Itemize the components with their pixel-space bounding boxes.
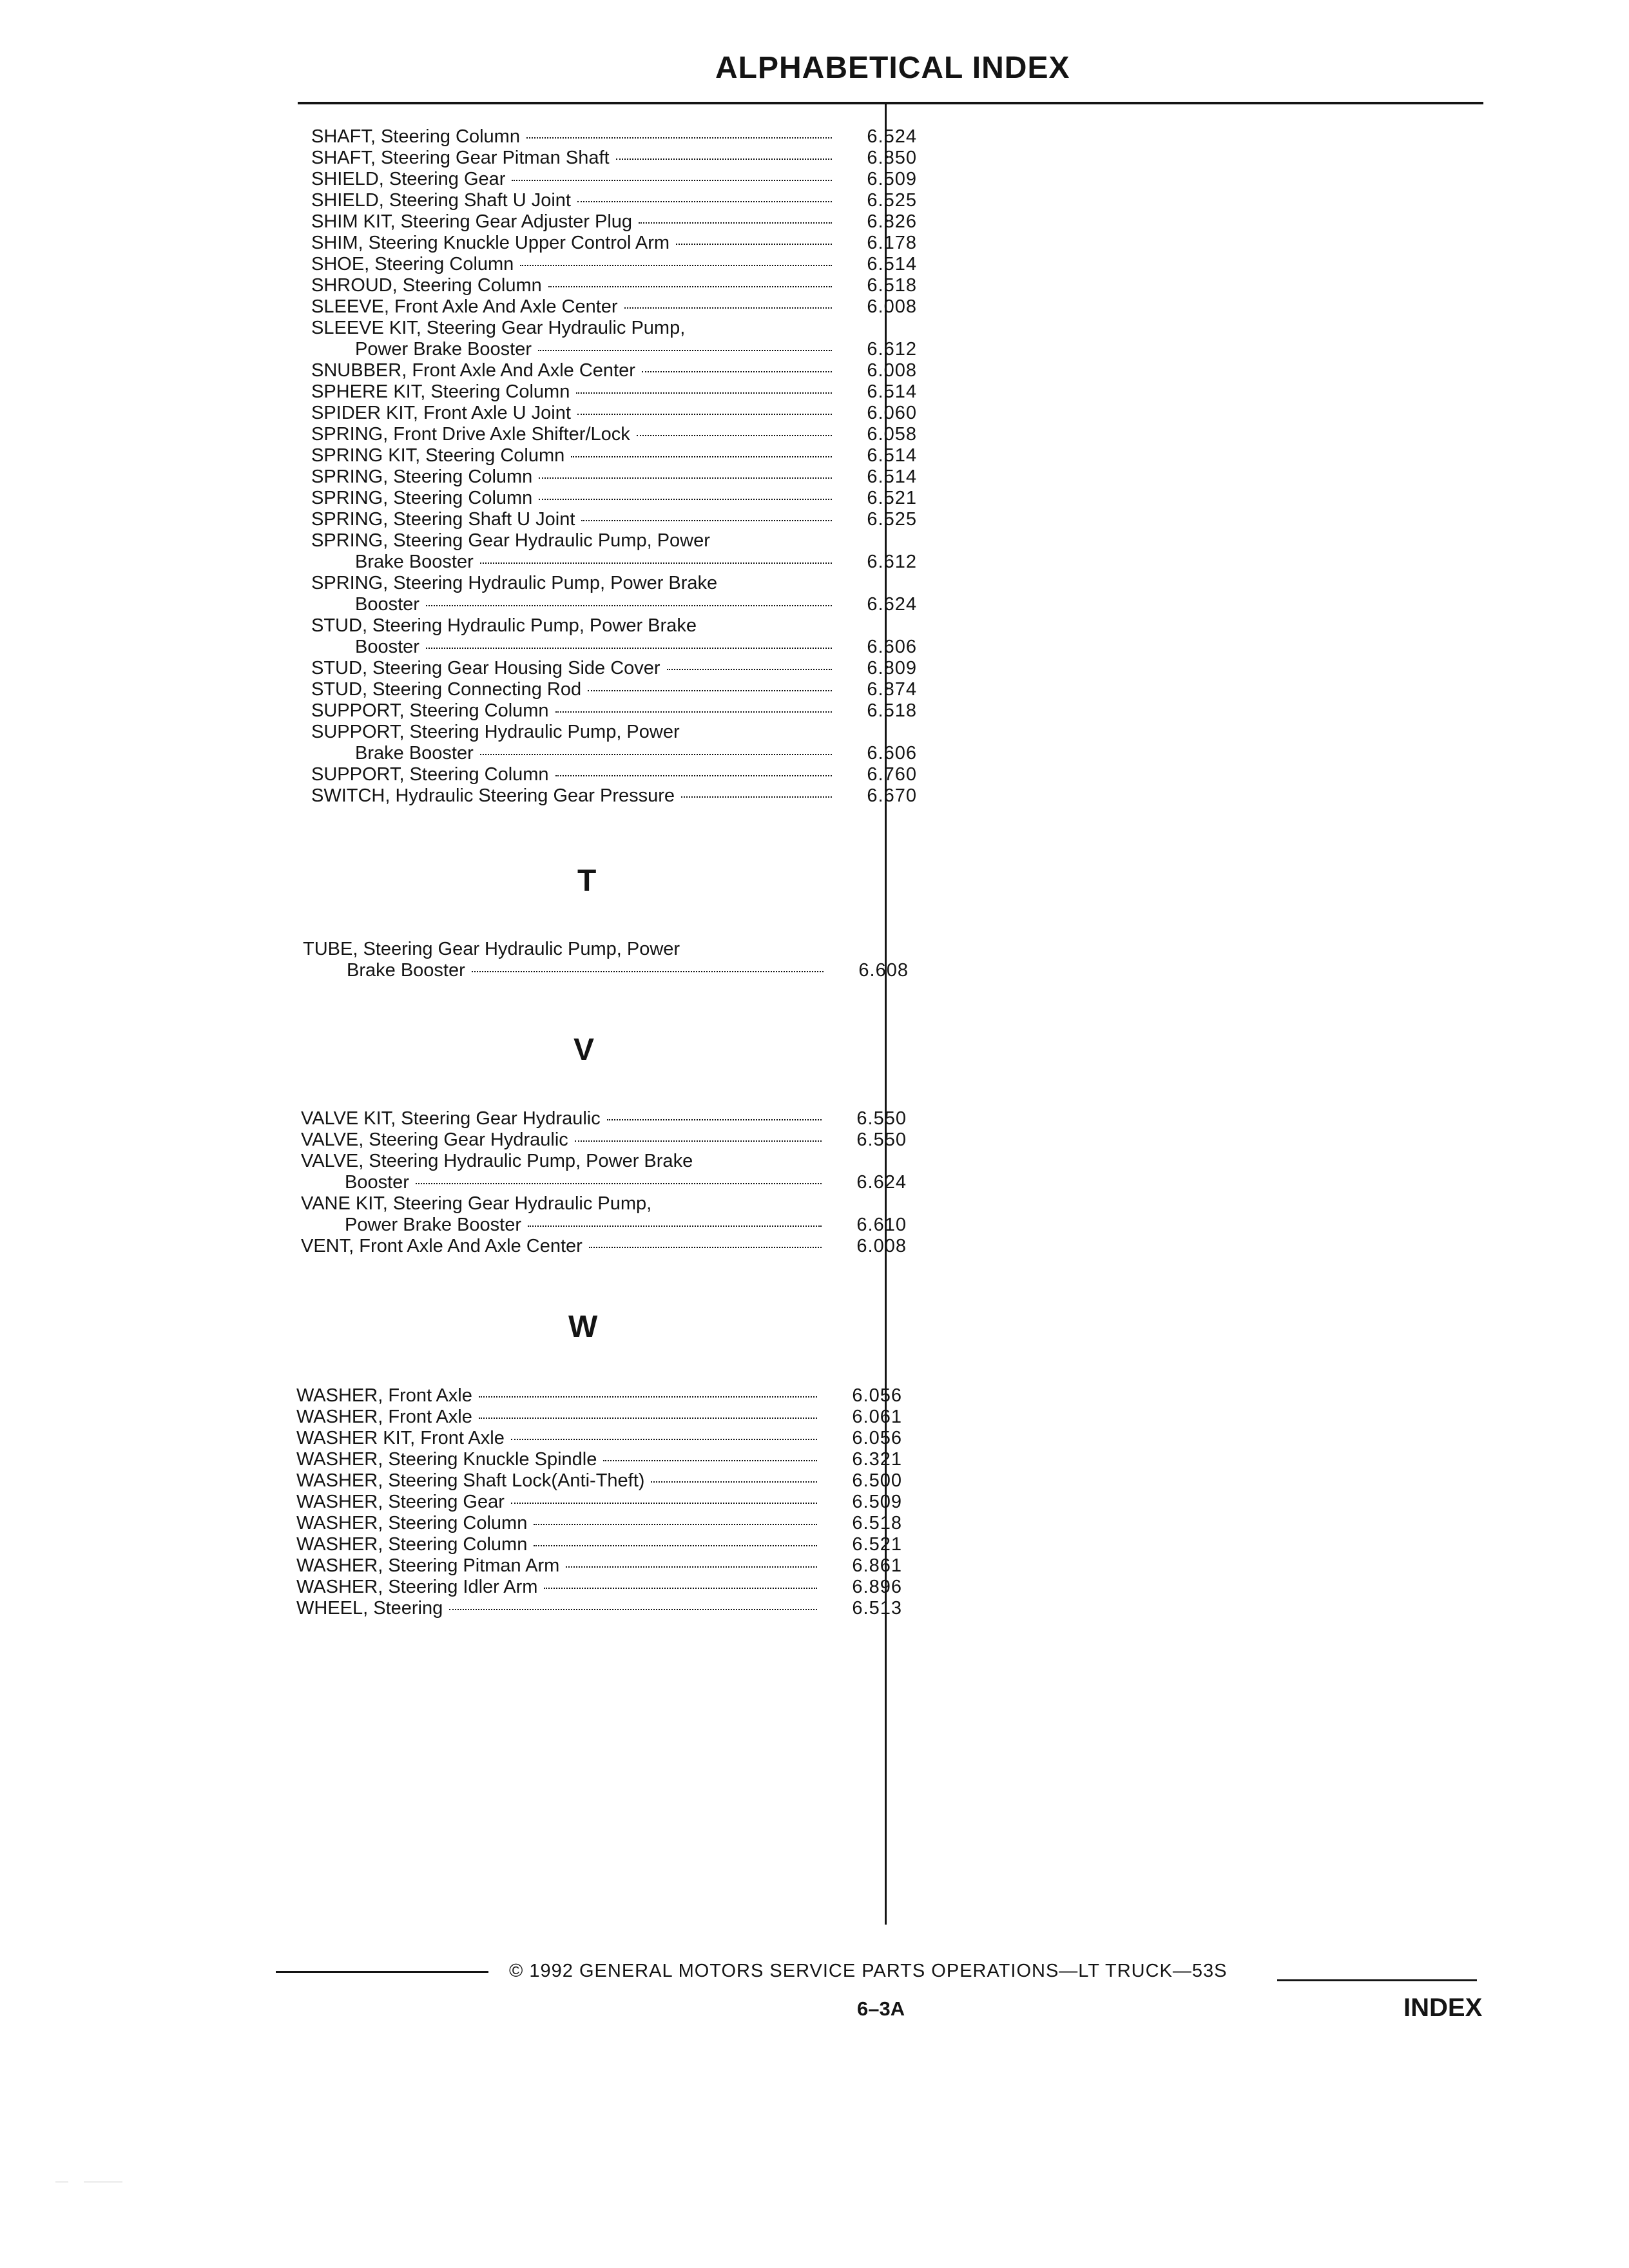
header-rule <box>298 102 1483 104</box>
index-entry <box>296 1555 902 1577</box>
entry-name <box>311 445 840 466</box>
entry-row <box>301 1172 907 1193</box>
footer-rule-right <box>1277 1979 1477 1981</box>
dot-leader <box>426 605 832 606</box>
index-entry <box>303 939 909 981</box>
entry-page-ref: 6.606 <box>867 637 917 657</box>
entry-row <box>311 594 917 615</box>
entry-text-line: SPRING KIT, Steering Column <box>311 445 565 466</box>
index-entry <box>301 1129 907 1151</box>
index-entry <box>311 275 917 296</box>
entry-row <box>311 403 917 424</box>
entry-row <box>296 1492 902 1513</box>
entry-page-ref: 6.514 <box>867 445 917 466</box>
entry-name <box>355 552 840 573</box>
index-entry <box>311 148 917 169</box>
entry-row <box>311 658 917 679</box>
dot-leader <box>472 971 824 972</box>
entry-page-ref: 6.861 <box>852 1555 902 1576</box>
index-entry <box>311 254 917 275</box>
entry-row <box>311 148 917 169</box>
entry-row <box>296 1385 902 1407</box>
dot-leader <box>511 1439 817 1440</box>
entry-text-line: Booster <box>355 637 419 657</box>
entry-row <box>296 1577 902 1598</box>
dot-leader <box>534 1545 817 1546</box>
dot-leader <box>538 350 832 351</box>
entry-name <box>311 211 840 233</box>
index-entry <box>311 615 917 658</box>
index-entry <box>296 1449 902 1470</box>
index-entry <box>311 318 917 360</box>
dot-leader <box>589 1247 822 1248</box>
dot-leader <box>512 180 832 181</box>
entry-name <box>296 1534 825 1555</box>
index-entry <box>311 381 917 403</box>
index-entry <box>301 1236 907 1257</box>
dot-leader <box>576 392 832 394</box>
entry-text-line: SPHERE KIT, Steering Column <box>311 381 570 402</box>
entry-text-line: WASHER, Front Axle <box>296 1407 472 1427</box>
dot-leader <box>681 796 832 798</box>
entry-row <box>296 1513 902 1534</box>
entry-text-line: SPRING, Steering Column <box>311 488 533 508</box>
entry-text-line: VENT, Front Axle And Axle Center <box>301 1236 583 1256</box>
entry-page-ref: 6.061 <box>852 1407 902 1427</box>
entry-row <box>311 445 917 466</box>
entry-page-ref: 6.874 <box>867 679 917 700</box>
dot-leader <box>607 1119 822 1120</box>
footer-page-number: 6–3A <box>857 1997 905 2020</box>
index-entry <box>311 466 917 488</box>
dot-leader <box>479 1396 817 1398</box>
entry-name <box>345 1215 829 1236</box>
entry-row <box>311 488 917 509</box>
entry-name <box>311 785 840 807</box>
index-section-t <box>303 939 909 981</box>
entry-name <box>355 339 840 360</box>
entry-text-line: WASHER, Steering Knuckle Spindle <box>296 1449 597 1470</box>
dot-leader <box>566 1566 817 1568</box>
entry-text-line: SHIM KIT, Steering Gear Adjuster Plug <box>311 211 633 232</box>
entry-page-ref: 6.514 <box>867 254 917 274</box>
entry-row <box>311 360 917 381</box>
entry-row <box>311 211 917 233</box>
entry-row <box>311 466 917 488</box>
entry-text-line: SPRING, Steering Column <box>311 466 533 487</box>
index-entry <box>311 424 917 445</box>
entry-page-ref: 6.521 <box>852 1534 902 1555</box>
entry-name <box>311 275 840 296</box>
entry-text-line: TUBE, Steering Gear Hydraulic Pump, Power <box>303 939 680 959</box>
entry-text-line: Booster <box>355 594 419 615</box>
entry-page-ref: 6.525 <box>867 509 917 530</box>
index-entry <box>311 509 917 530</box>
dot-leader <box>534 1524 817 1525</box>
entry-row <box>311 339 917 360</box>
dot-leader <box>555 711 832 713</box>
entry-page-ref: 6.518 <box>867 275 917 296</box>
index-entry <box>296 1534 902 1555</box>
entry-row <box>311 552 917 573</box>
entry-name <box>311 658 840 679</box>
entry-row <box>311 509 917 530</box>
entry-name <box>301 1108 829 1129</box>
index-entry <box>296 1513 902 1534</box>
dot-leader <box>577 201 832 202</box>
index-entry <box>311 445 917 466</box>
index-entry <box>301 1193 907 1236</box>
entry-page-ref: 6.670 <box>867 785 917 806</box>
dot-leader <box>581 520 832 521</box>
entry-text-line: VALVE KIT, Steering Gear Hydraulic <box>301 1108 601 1129</box>
dot-leader <box>624 307 832 309</box>
entry-name <box>311 466 840 488</box>
entry-page-ref: 6.513 <box>852 1598 902 1619</box>
entry-name <box>311 488 840 509</box>
section-letter-v: V <box>574 1033 595 1067</box>
entry-text-line: Booster <box>345 1172 409 1193</box>
dot-leader <box>480 562 832 564</box>
entry-text-line: SLEEVE KIT, Steering Gear Hydraulic Pump, <box>311 318 686 338</box>
dot-leader <box>449 1609 817 1610</box>
entry-text-line: SPRING, Front Drive Axle Shifter/Lock <box>311 424 630 445</box>
entry-row <box>301 1108 907 1129</box>
dot-leader <box>588 690 832 691</box>
index-entry <box>311 360 917 381</box>
footer-copyright: © 1992 GENERAL MOTORS SERVICE PARTS OPERATIONS—LT TRUCK—53S <box>509 1961 1228 1981</box>
index-entry <box>296 1385 902 1407</box>
dot-leader <box>616 159 832 160</box>
entry-name <box>296 1492 825 1513</box>
entry-page-ref: 6.550 <box>856 1108 907 1129</box>
entry-name <box>296 1470 825 1492</box>
index-entry <box>296 1428 902 1449</box>
entry-row <box>311 637 917 658</box>
entry-page-ref: 6.550 <box>856 1129 907 1150</box>
dot-leader <box>571 456 832 457</box>
entry-page-ref: 6.850 <box>867 148 917 168</box>
entry-page-ref: 6.896 <box>852 1577 902 1597</box>
entry-page-ref: 6.624 <box>856 1172 907 1193</box>
entry-page-ref: 6.500 <box>852 1470 902 1491</box>
entry-text-line: WASHER, Steering Shaft Lock(Anti-Theft) <box>296 1470 645 1491</box>
dot-leader <box>520 265 832 266</box>
entry-page-ref: 6.608 <box>858 960 909 981</box>
entry-row <box>296 1449 902 1470</box>
dot-leader <box>575 1140 822 1142</box>
entry-name <box>355 743 840 764</box>
entry-text-line: SHROUD, Steering Column <box>311 275 542 296</box>
entry-name <box>311 233 840 254</box>
index-entry <box>311 126 917 148</box>
index-entry <box>301 1151 907 1193</box>
entry-row <box>296 1470 902 1492</box>
entry-row <box>311 424 917 445</box>
entry-name <box>311 679 840 700</box>
index-entry <box>311 169 917 190</box>
footer-rule-left <box>276 1971 488 1973</box>
index-entry <box>311 785 917 807</box>
dot-leader <box>577 414 832 415</box>
entry-page-ref: 6.760 <box>867 764 917 785</box>
entry-row <box>311 700 917 722</box>
entry-row <box>311 381 917 403</box>
dot-leader <box>526 137 832 139</box>
entry-name <box>296 1385 825 1407</box>
entry-row <box>311 679 917 700</box>
index-entry <box>296 1407 902 1428</box>
entry-page-ref: 6.008 <box>867 296 917 317</box>
dot-leader <box>667 669 832 670</box>
index-entry <box>311 190 917 211</box>
entry-name <box>311 148 840 169</box>
entry-page-ref: 6.514 <box>867 466 917 487</box>
entry-text-line: Power Brake Booster <box>355 339 532 360</box>
entry-row <box>311 233 917 254</box>
entry-text-line: SPIDER KIT, Front Axle U Joint <box>311 403 571 423</box>
entry-name <box>311 381 840 403</box>
entry-row <box>311 190 917 211</box>
entry-text-line: VALVE, Steering Hydraulic Pump, Power Brake <box>301 1151 693 1171</box>
entry-text-line: WASHER, Front Axle <box>296 1385 472 1406</box>
dot-leader <box>676 244 832 245</box>
entry-page-ref: 6.525 <box>867 190 917 211</box>
index-entry <box>311 573 917 615</box>
entry-text-line: SPRING, Steering Hydraulic Pump, Power Brake <box>311 573 718 593</box>
entry-text-line: STUD, Steering Connecting Rod <box>311 679 582 700</box>
entry-name <box>311 169 840 190</box>
entry-row <box>311 275 917 296</box>
entry-page-ref: 6.606 <box>867 743 917 764</box>
entry-text-line: SHAFT, Steering Column <box>311 126 520 147</box>
entry-name <box>311 700 840 722</box>
entry-row <box>311 764 917 785</box>
entry-text-line: SUPPORT, Steering Column <box>311 700 549 721</box>
dot-leader <box>642 371 832 372</box>
entry-row <box>296 1555 902 1577</box>
entry-row <box>301 1236 907 1257</box>
entry-page-ref: 6.612 <box>867 552 917 572</box>
entry-name <box>296 1449 825 1470</box>
entry-page-ref: 6.321 <box>852 1449 902 1470</box>
entry-text-line: WASHER, Steering Gear <box>296 1492 505 1512</box>
entry-text-line: STUD, Steering Hydraulic Pump, Power Brake <box>311 615 697 636</box>
footer-section-label: INDEX <box>1403 1994 1483 2022</box>
section-letter-t: T <box>577 864 597 898</box>
index-entry <box>311 658 917 679</box>
entry-row <box>296 1534 902 1555</box>
entry-text-line: SHIM, Steering Knuckle Upper Control Arm <box>311 233 670 253</box>
entry-text-line: SPRING, Steering Gear Hydraulic Pump, Power <box>311 530 710 551</box>
entry-row <box>301 1129 907 1151</box>
dot-leader <box>480 754 832 755</box>
entry-text-line: WHEEL, Steering <box>296 1598 443 1619</box>
index-entry <box>311 211 917 233</box>
index-entry <box>311 530 917 573</box>
entry-page-ref: 6.008 <box>867 360 917 381</box>
entry-text-line: SNUBBER, Front Axle And Axle Center <box>311 360 635 381</box>
entry-row <box>311 785 917 807</box>
entry-page-ref: 6.058 <box>867 424 917 445</box>
entry-text-line: WASHER, Steering Column <box>296 1513 528 1533</box>
entry-name <box>311 403 840 424</box>
entry-page-ref: 6.624 <box>867 594 917 615</box>
index-entry <box>311 488 917 509</box>
dot-leader <box>416 1183 822 1184</box>
entry-row <box>303 960 909 981</box>
index-section-s <box>311 126 917 807</box>
entry-row <box>296 1598 902 1619</box>
dot-leader <box>511 1503 817 1504</box>
entry-row <box>311 169 917 190</box>
entry-page-ref: 6.521 <box>867 488 917 508</box>
dot-leader <box>479 1418 817 1419</box>
entry-page-ref: 6.056 <box>852 1385 902 1406</box>
index-entry <box>311 722 917 764</box>
dot-leader <box>639 222 832 224</box>
entry-page-ref: 6.809 <box>867 658 917 678</box>
index-entry <box>311 679 917 700</box>
entry-text-line: SPRING, Steering Shaft U Joint <box>311 509 575 530</box>
index-entry <box>311 700 917 722</box>
index-entry <box>311 764 917 785</box>
entry-row <box>311 743 917 764</box>
entry-name <box>296 1407 825 1428</box>
entry-name <box>311 360 840 381</box>
dot-leader <box>555 775 832 776</box>
entry-name <box>311 424 840 445</box>
dot-leader <box>637 435 832 436</box>
entry-text-line: SHOE, Steering Column <box>311 254 514 274</box>
entry-name <box>355 637 840 658</box>
entry-name <box>301 1129 829 1151</box>
index-entry <box>311 233 917 254</box>
dot-leader <box>528 1225 822 1227</box>
entry-name <box>311 254 840 275</box>
entry-page-ref: 6.509 <box>852 1492 902 1512</box>
entry-page-ref: 6.826 <box>867 211 917 232</box>
entry-row <box>311 296 917 318</box>
dot-leader <box>539 477 832 479</box>
page-title: ALPHABETICAL INDEX <box>715 51 1070 85</box>
entry-text-line: Brake Booster <box>347 960 465 981</box>
dot-leader <box>651 1481 817 1483</box>
entry-text-line: WASHER KIT, Front Axle <box>296 1428 505 1448</box>
index-entry <box>311 296 917 318</box>
entry-text-line: SHIELD, Steering Shaft U Joint <box>311 190 571 211</box>
entry-page-ref: 6.509 <box>867 169 917 189</box>
entry-row <box>311 126 917 148</box>
entry-text-line: Brake Booster <box>355 552 474 572</box>
dot-leader <box>603 1460 817 1461</box>
entry-text-line: SUPPORT, Steering Column <box>311 764 549 785</box>
entry-page-ref: 6.518 <box>867 700 917 721</box>
entry-text-line: VALVE, Steering Gear Hydraulic <box>301 1129 568 1150</box>
entry-text-line: WASHER, Steering Idler Arm <box>296 1577 538 1597</box>
entry-name <box>311 126 840 148</box>
entry-name <box>355 594 840 615</box>
entry-name <box>311 296 840 318</box>
index-section-v <box>301 1108 907 1257</box>
entry-page-ref: 6.178 <box>867 233 917 253</box>
entry-page-ref: 6.610 <box>856 1215 907 1235</box>
entry-name <box>347 960 831 981</box>
entry-name <box>311 764 840 785</box>
entry-name <box>311 509 840 530</box>
entry-name <box>296 1555 825 1577</box>
entry-page-ref: 6.060 <box>867 403 917 423</box>
entry-text-line: SWITCH, Hydraulic Steering Gear Pressure <box>311 785 675 806</box>
index-entry <box>296 1492 902 1513</box>
entry-name <box>345 1172 829 1193</box>
entry-page-ref: 6.008 <box>856 1236 907 1256</box>
entry-row <box>311 254 917 275</box>
dot-leader <box>548 286 832 287</box>
entry-text-line: WASHER, Steering Pitman Arm <box>296 1555 560 1576</box>
entry-page-ref: 6.056 <box>852 1428 902 1448</box>
entry-text-line: SHIELD, Steering Gear <box>311 169 506 189</box>
index-entry <box>301 1108 907 1129</box>
entry-name <box>296 1513 825 1534</box>
entry-page-ref: 6.612 <box>867 339 917 360</box>
entry-row <box>296 1428 902 1449</box>
dot-leader <box>426 648 832 649</box>
entry-text-line: Power Brake Booster <box>345 1215 522 1235</box>
entry-row <box>301 1215 907 1236</box>
entry-text-line: WASHER, Steering Column <box>296 1534 528 1555</box>
entry-name <box>296 1428 825 1449</box>
index-entry <box>296 1577 902 1598</box>
entry-name <box>296 1577 825 1598</box>
dot-leader <box>539 499 832 500</box>
entry-name <box>301 1236 829 1257</box>
dot-leader <box>544 1588 817 1589</box>
entry-text-line: STUD, Steering Gear Housing Side Cover <box>311 658 660 678</box>
entry-text-line: SUPPORT, Steering Hydraulic Pump, Power <box>311 722 680 742</box>
entry-text-line: Brake Booster <box>355 743 474 764</box>
entry-text-line: SLEEVE, Front Axle And Axle Center <box>311 296 618 317</box>
entry-page-ref: 6.518 <box>852 1513 902 1533</box>
index-entry <box>296 1598 902 1619</box>
entry-text-line: SHAFT, Steering Gear Pitman Shaft <box>311 148 610 168</box>
entry-row <box>296 1407 902 1428</box>
entry-name <box>296 1598 825 1619</box>
entry-page-ref: 6.524 <box>867 126 917 147</box>
entry-name <box>311 190 840 211</box>
section-letter-w: W <box>568 1310 598 1344</box>
index-entry <box>296 1470 902 1492</box>
index-section-w <box>296 1385 902 1619</box>
entry-text-line: VANE KIT, Steering Gear Hydraulic Pump, <box>301 1193 652 1214</box>
index-entry <box>311 403 917 424</box>
entry-page-ref: 6.514 <box>867 381 917 402</box>
